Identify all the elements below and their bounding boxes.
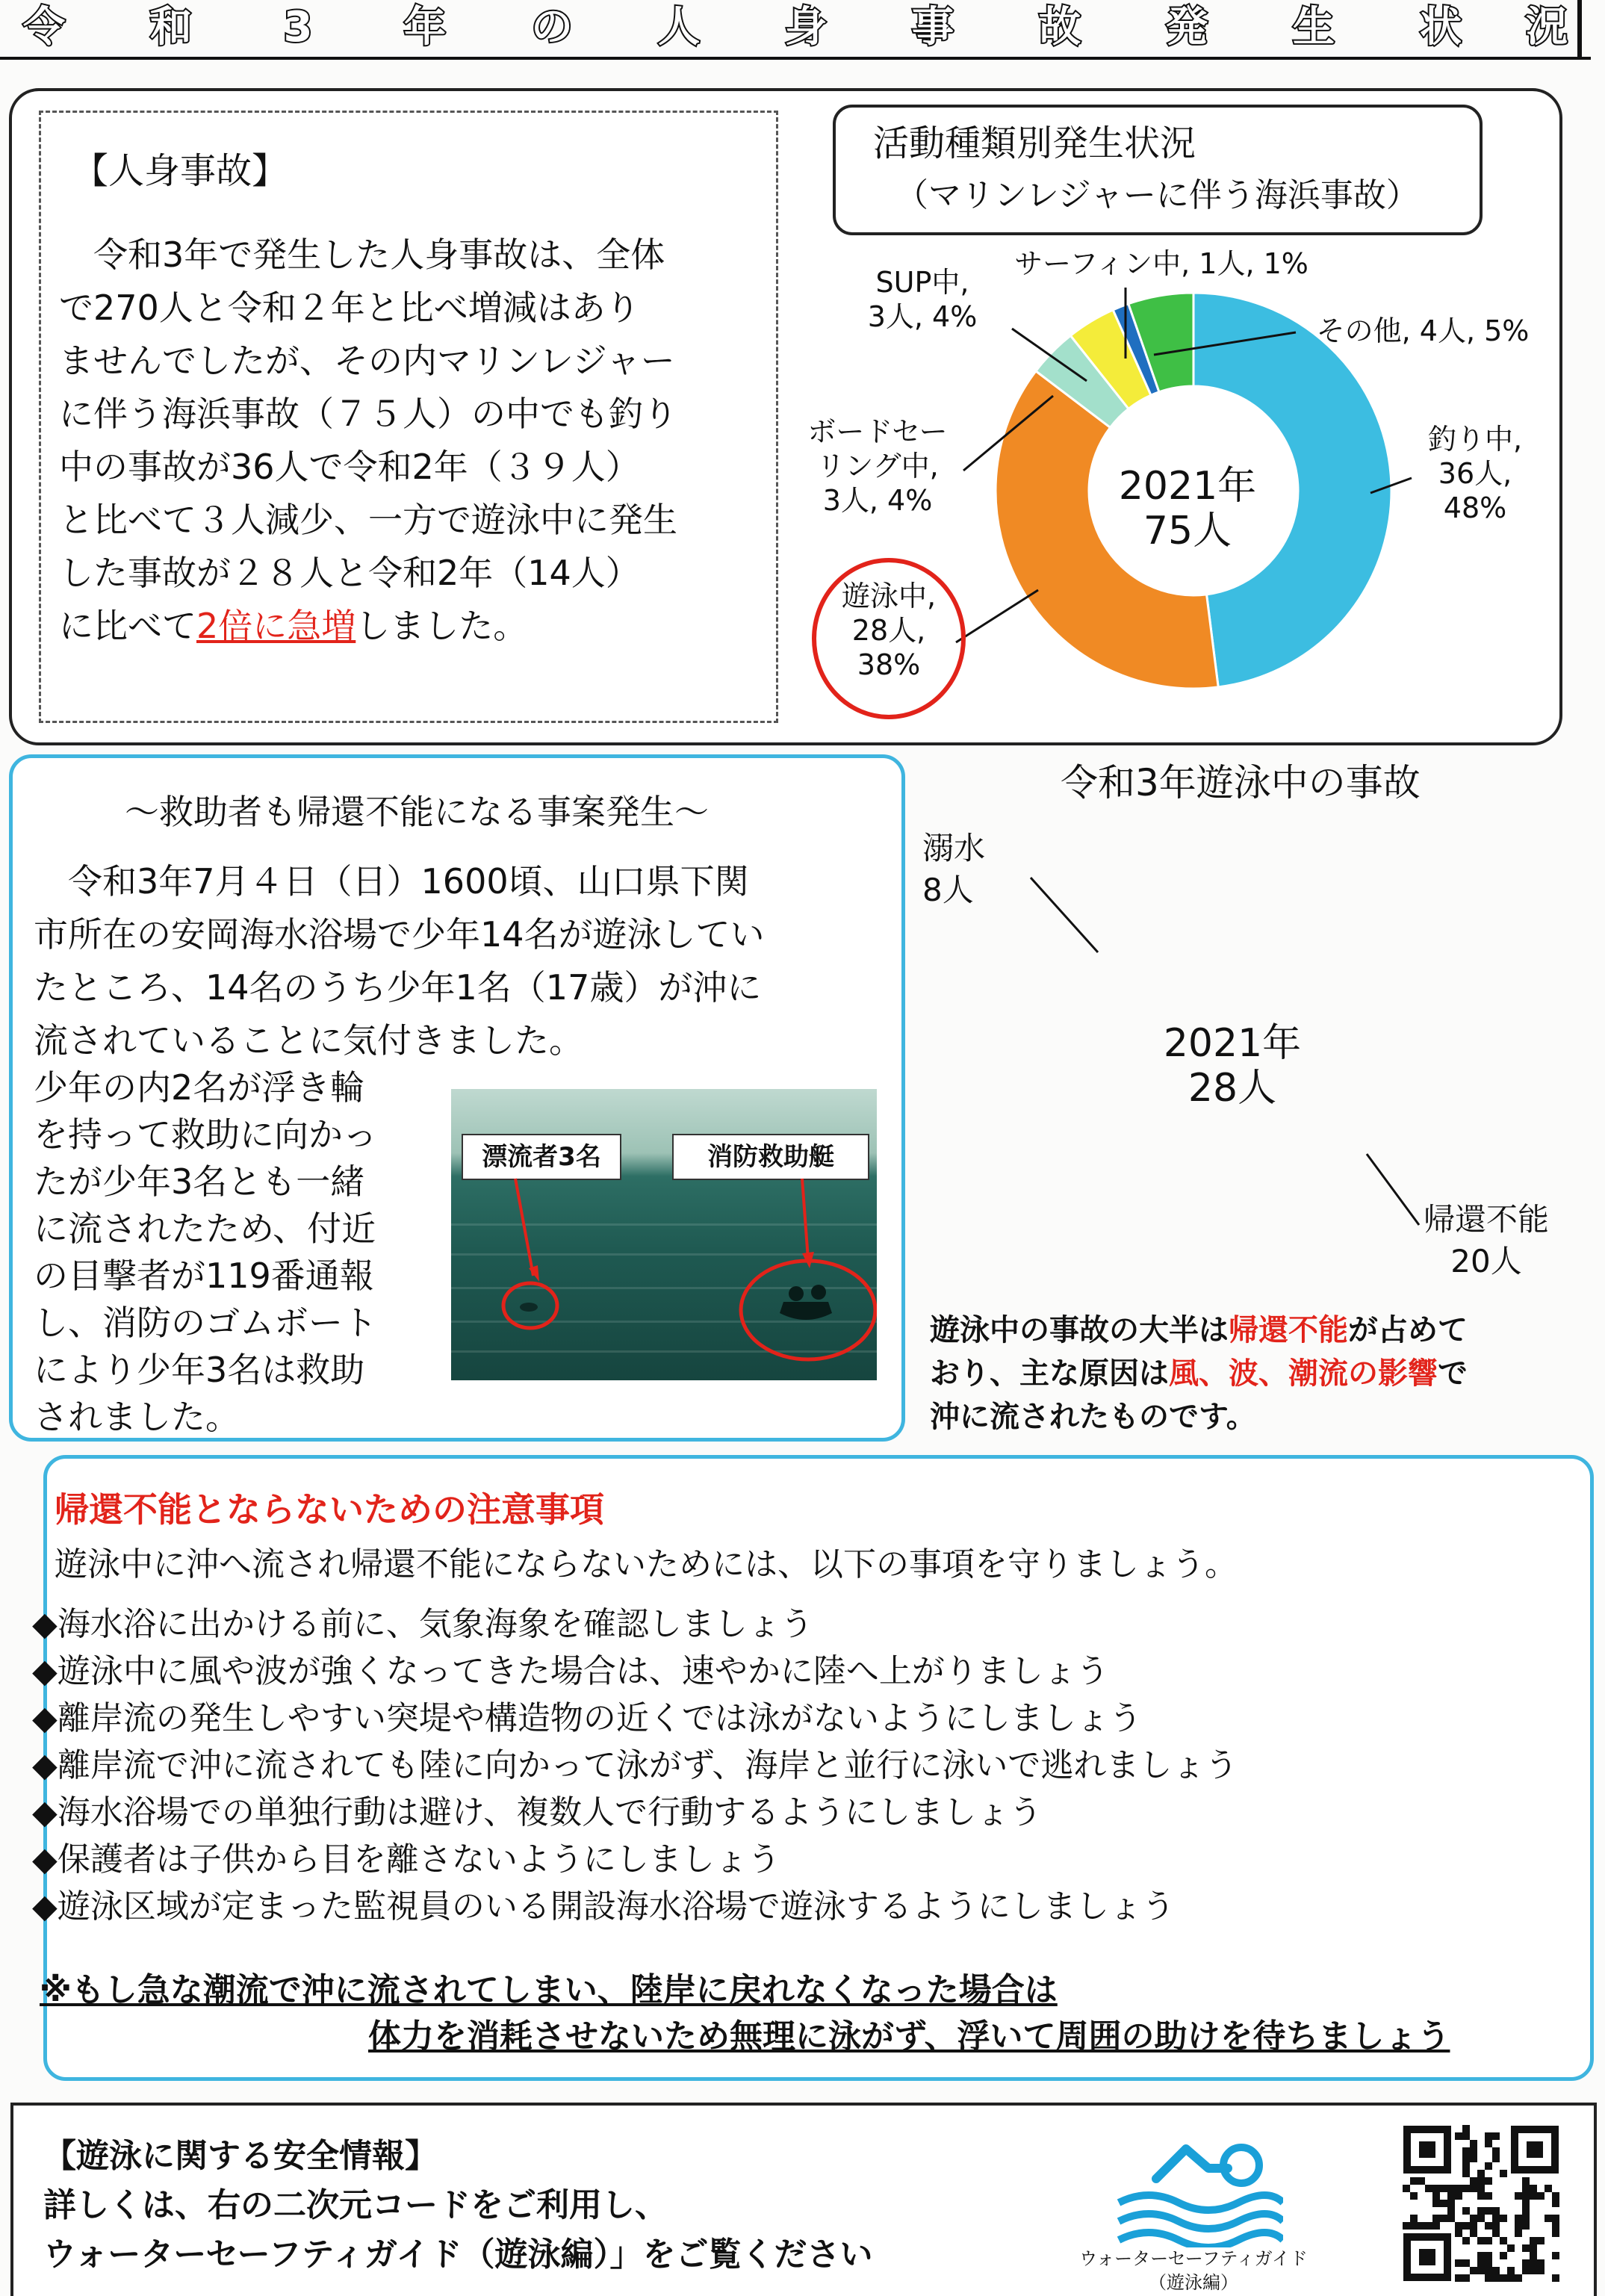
qr-cell (1552, 2192, 1559, 2200)
qr-cell (1492, 2147, 1500, 2155)
qr-cell (1425, 2222, 1432, 2230)
title-char: 和 (150, 3, 192, 52)
qr-cell (1552, 2222, 1559, 2230)
qr-cell (1500, 2237, 1507, 2244)
qr-cell (1492, 2207, 1500, 2215)
qr-cell (1522, 2185, 1530, 2192)
qr-cell (1545, 2185, 1552, 2192)
qr-cell (1530, 2267, 1537, 2274)
label-swimming: 遊泳中, 28人, 38% (841, 580, 937, 681)
qr-cell (1432, 2200, 1440, 2207)
qr-cell (1470, 2267, 1477, 2274)
qr-cell (1530, 2185, 1537, 2192)
qr-cell (1410, 2177, 1418, 2185)
qr-cell (1500, 2215, 1507, 2222)
qr-cell (1477, 2267, 1485, 2274)
qr-cell (1425, 2185, 1432, 2192)
qr-cell (1530, 2192, 1537, 2200)
precaution-note-line2: 体力を消耗させないため無理に泳がず、浮いて周囲の助けを待ちましょう (368, 2017, 1450, 2055)
swim-note (930, 1309, 1587, 1439)
qr-cell (1515, 2274, 1522, 2282)
qr-cell (1507, 2267, 1515, 2274)
qr-cell (1477, 2177, 1485, 2185)
qr-cell (1477, 2192, 1485, 2200)
qr-cell (1485, 2237, 1492, 2244)
qr-cell (1522, 2215, 1530, 2222)
qr-cell (1440, 2215, 1447, 2222)
qr-cell (1492, 2132, 1500, 2140)
qr-cell (1477, 2170, 1485, 2177)
qr-cell (1455, 2274, 1462, 2282)
label-surfing: サーフィン中, 1人, 1% (1014, 247, 1308, 280)
swim-note-seg: 沖に流されたものです。 (930, 1400, 1256, 1434)
qr-cell (1522, 2207, 1530, 2215)
swim-note-seg: 遊泳中の事故の大半は (930, 1313, 1229, 1347)
qr-cell (1515, 2230, 1522, 2237)
swimming-donut-chart (0, 747, 1605, 1315)
title-char: 年 (404, 3, 446, 52)
qr-cell (1492, 2267, 1500, 2274)
qr-cell (1462, 2274, 1470, 2282)
logo-caption: （遊泳編） (1149, 2272, 1238, 2293)
title-char: 故 (1039, 3, 1081, 52)
qr-cell (1455, 2185, 1462, 2192)
qr-cell (1522, 2177, 1530, 2185)
label-drowning: 溺水 8人 (922, 830, 986, 908)
label-unable-return: 帰還不能 20人 (1423, 1201, 1549, 1279)
precaution-note-line1: ※もし急な潮流で沖に流されてしまい、陸岸に戻れなくなった場合は (40, 1971, 1058, 2009)
qr-cell (1500, 2170, 1507, 2177)
qr-cell (1403, 2185, 1410, 2192)
qr-cell (1485, 2274, 1492, 2282)
qr-cell (1485, 2252, 1492, 2259)
qr-cell (1500, 2252, 1507, 2259)
precaution-item: ◆離岸流の発生しやすい突堤や構造物の近くでは泳がないようにしましょう (32, 1699, 1142, 1737)
qr-cell (1522, 2267, 1530, 2274)
qr-cell (1455, 2230, 1462, 2237)
qr-cell (1522, 2192, 1530, 2200)
qr-cell (1485, 2132, 1492, 2140)
activity-donut-chart (0, 0, 1605, 754)
injury-line: で270人と令和２年と比べ増減はあり (59, 288, 640, 328)
injury-highlight: 2倍に急増 (196, 606, 356, 646)
rescue-narrow-line: を持って救助に向かっ (34, 1114, 377, 1155)
footer-line: ウォーターセーフティガイド（遊泳編）」をご覧ください (43, 2236, 873, 2274)
qr-cell (1462, 2185, 1470, 2192)
swim-note-seg: おり、主な原因は (930, 1356, 1169, 1391)
title-char: 人 (658, 3, 700, 52)
title-char: 事 (912, 3, 954, 52)
qr-cell (1470, 2155, 1477, 2162)
qr-cell (1522, 2259, 1530, 2267)
qr-cell (1530, 2259, 1537, 2267)
precaution-item: ◆遊泳中に風や波が強くなってきた場合は、速やかに陸へ上がりましょう (32, 1652, 1109, 1690)
footer-box (10, 2103, 1597, 2296)
qr-cell (1485, 2192, 1492, 2200)
qr-cell (1492, 2215, 1500, 2222)
photo-label-boat: 消防救助艇 (672, 1134, 869, 1180)
swim-note-highlight: 帰還不能 (1229, 1313, 1348, 1347)
precaution-panel (32, 1455, 1594, 2081)
injury-line: 令和3年で発生した人身事故は、全体 (59, 235, 665, 275)
qr-cell (1455, 2222, 1462, 2230)
chart1-center-line: 2021年 (1118, 464, 1257, 509)
rescue-narrow-line: に流されたため、付近 (34, 1208, 376, 1249)
qr-cell (1485, 2222, 1492, 2230)
qr-cell (1477, 2252, 1485, 2259)
qr-cell (1462, 2237, 1470, 2244)
qr-cell (1447, 2200, 1455, 2207)
qr-cell (1462, 2207, 1470, 2215)
swim-note-seg: で (1438, 1356, 1468, 1391)
qr-cell (1403, 2222, 1410, 2230)
injury-line: 中の事故が36人で令和2年（３９人） (59, 447, 640, 487)
qr-cell (1470, 2230, 1477, 2237)
qr-cell (1485, 2177, 1492, 2185)
footer-line: 詳しくは、右の二次元コードをご利用し、 (43, 2186, 668, 2224)
injury-line: と比べて３人減少、一方で遊泳中に発生 (59, 500, 677, 540)
qr-cell (1447, 2192, 1455, 2200)
label-fishing: 釣り中, 36人, 48% (1427, 423, 1523, 524)
qr-cell (1447, 2215, 1455, 2222)
precaution-item: ◆保護者は子供から目を離さないようにしましょう (32, 1840, 780, 1878)
qr-cell (1470, 2185, 1477, 2192)
qr-cell (1552, 2252, 1559, 2259)
qr-cell (1500, 2274, 1507, 2282)
leader-line (1031, 878, 1098, 952)
qr-cell (1418, 2177, 1425, 2185)
qr-cell (1470, 2147, 1477, 2155)
rescue-line: たところ、14名のうち少年1名（17歳）が沖に (34, 967, 762, 1008)
qr-cell (1462, 2147, 1470, 2155)
injury-line: ませんでしたが、その内マリンレジャー (59, 341, 675, 381)
qr-cell (1552, 2230, 1559, 2237)
injury-line: に伴う海浜事故（７５人）の中でも釣り (59, 394, 677, 434)
title-char: 身 (785, 3, 827, 52)
qr-cell (1447, 2185, 1455, 2192)
qr-cell (1485, 2207, 1492, 2215)
footer-line: 【遊泳に関する安全情報】 (43, 2137, 438, 2175)
qr-cell (1530, 2244, 1537, 2252)
qr-cell (1470, 2140, 1477, 2147)
qr-cell (1440, 2185, 1447, 2192)
qr-cell (1455, 2259, 1462, 2267)
qr-cell (1432, 2215, 1440, 2222)
title-char: 令 (23, 3, 65, 52)
qr-cell (1470, 2177, 1477, 2185)
logo-caption: ウォーターセーフティガイド (1079, 2248, 1308, 2269)
qr-cell (1462, 2170, 1470, 2177)
qr-cell (1410, 2215, 1418, 2222)
qr-cell (1552, 2200, 1559, 2207)
qr-cell (1432, 2185, 1440, 2192)
qr-cell (1432, 2192, 1440, 2200)
rescue-narrow-line: の目撃者が119番通報 (34, 1256, 374, 1296)
qr-cell (1515, 2215, 1522, 2222)
rescue-line: 市所在の安岡海水浴場で少年14名が遊泳してい (34, 914, 765, 955)
qr-cell (1455, 2132, 1462, 2140)
qr-cell (1537, 2237, 1545, 2244)
qr-cell (1447, 2207, 1455, 2215)
precaution-item: ◆海水浴に出かける前に、気象海象を確認しましょう (32, 1605, 813, 1643)
qr-cell (1470, 2222, 1477, 2230)
rescue-line: 令和3年7月４日（日）1600頃、山口県下関 (34, 861, 749, 902)
qr-cell (1515, 2222, 1522, 2230)
qr-cell (1462, 2125, 1470, 2132)
qr-cell (1477, 2185, 1485, 2192)
qr-cell (1477, 2207, 1485, 2215)
swim-note-highlight: 風、波、潮流の影響 (1169, 1356, 1438, 1391)
photo-label-drifters: 漂流者3名 (462, 1134, 621, 1180)
qr-cell (1440, 2200, 1447, 2207)
chart1-title: 活動種類別発生状況 (873, 122, 1196, 164)
qr-code-icon[interactable] (1403, 2125, 1559, 2282)
qr-cell (1410, 2192, 1418, 2200)
qr-cell (1492, 2230, 1500, 2237)
qr-cell (1462, 2222, 1470, 2230)
qr-cell (1507, 2274, 1515, 2282)
qr-cell (1485, 2140, 1492, 2147)
qr-cell (1515, 2192, 1522, 2200)
precaution-item: ◆遊泳区域が定まった監視員のいる開設海水浴場で遊泳するようにしましょう (32, 1887, 1175, 1926)
chart2-center-line: 28人 (1188, 1066, 1277, 1111)
swim-note-seg: が占めて (1348, 1313, 1468, 1347)
qr-cell (1522, 2222, 1530, 2230)
leader-line (1367, 1154, 1419, 1225)
precaution-heading: 帰還不能とならないための注意事項 (55, 1489, 604, 1530)
label-other: その他, 4人, 5% (1316, 314, 1530, 347)
qr-cell (1477, 2215, 1485, 2222)
qr-cell (1462, 2162, 1470, 2170)
label-boardsailing: ボードセー リング中, 3人, 4% (807, 415, 948, 517)
chart2-center-line: 2021年 (1163, 1021, 1302, 1066)
rescue-heading: ～救助者も帰還不能になる事案発生～ (125, 792, 709, 832)
qr-cell (1462, 2155, 1470, 2162)
rescue-narrow-line: されました。 (34, 1397, 240, 1437)
qr-cell (1410, 2222, 1418, 2230)
qr-cell (1485, 2259, 1492, 2267)
injury-last-prefix: に比べて (59, 606, 196, 646)
qr-cell (1477, 2237, 1485, 2244)
title-char: 生 (1293, 3, 1335, 52)
qr-cell (1522, 2244, 1530, 2252)
qr-cell (1552, 2274, 1559, 2282)
label-sup: SUP中, 3人, 4% (867, 266, 978, 333)
injury-last-suffix: しました。 (356, 606, 528, 646)
qr-cell (1470, 2215, 1477, 2222)
rescue-narrow-line: により少年3名は救助 (34, 1350, 365, 1390)
qr-cell (1462, 2259, 1470, 2267)
leader-line (956, 590, 1038, 642)
qr-cell (1462, 2132, 1470, 2140)
rescue-narrow-line: し、消防のゴムボート (34, 1303, 377, 1343)
qr-cell (1537, 2267, 1545, 2274)
title-char: 発 (1166, 3, 1208, 52)
precaution-item: ◆海水浴場での単独行動は避け、複数人で行動するようにしましょう (32, 1793, 1043, 1831)
qr-cell (1477, 2259, 1485, 2267)
title-char: の (531, 3, 573, 52)
swimmer-logo-icon (1104, 2135, 1283, 2247)
injury-heading: 【人身事故】 (72, 150, 288, 192)
chart1-subtitle: （マリンレジャーに伴う海浜事故） (895, 176, 1419, 214)
qr-cell (1545, 2215, 1552, 2222)
qr-cell (1552, 2215, 1559, 2222)
qr-cell (1492, 2274, 1500, 2282)
injury-line: した事故が２８人と令和2年（14人） (59, 553, 640, 593)
qr-cell (1537, 2192, 1545, 2200)
precaution-item: ◆離岸流で沖に流されても陸に向かって泳がず、海岸と並行に泳いで逃れましょう (32, 1746, 1238, 1784)
title-char: 状 (1420, 3, 1462, 52)
qr-cell (1485, 2267, 1492, 2274)
qr-cell (1418, 2222, 1425, 2230)
qr-cell (1432, 2222, 1440, 2230)
qr-cell (1485, 2162, 1492, 2170)
qr-cell (1530, 2237, 1537, 2244)
qr-cell (1455, 2192, 1462, 2200)
qr-cell (1522, 2200, 1530, 2207)
title-char: 況 (1526, 3, 1568, 52)
qr-cell (1507, 2244, 1515, 2252)
qr-cell (1537, 2259, 1545, 2267)
rescue-line: 流されていることに気付きました。 (34, 1020, 583, 1061)
rescue-narrow-line: たが少年3名とも一緒 (34, 1161, 365, 1202)
title-char: 3 (283, 3, 313, 52)
qr-cell (1492, 2222, 1500, 2230)
rescue-narrow-line: 少年の内2名が浮き輪 (34, 1067, 365, 1108)
qr-cell (1530, 2252, 1537, 2259)
chart1-center-line: 75人 (1143, 509, 1232, 553)
chart2-title: 令和3年遊泳中の事故 (1061, 761, 1421, 804)
precaution-intro: 遊泳中に沖へ流され帰還不能にならないためには、以下の事項を守りましょう。 (55, 1545, 1238, 1583)
qr-cell (1492, 2155, 1500, 2162)
